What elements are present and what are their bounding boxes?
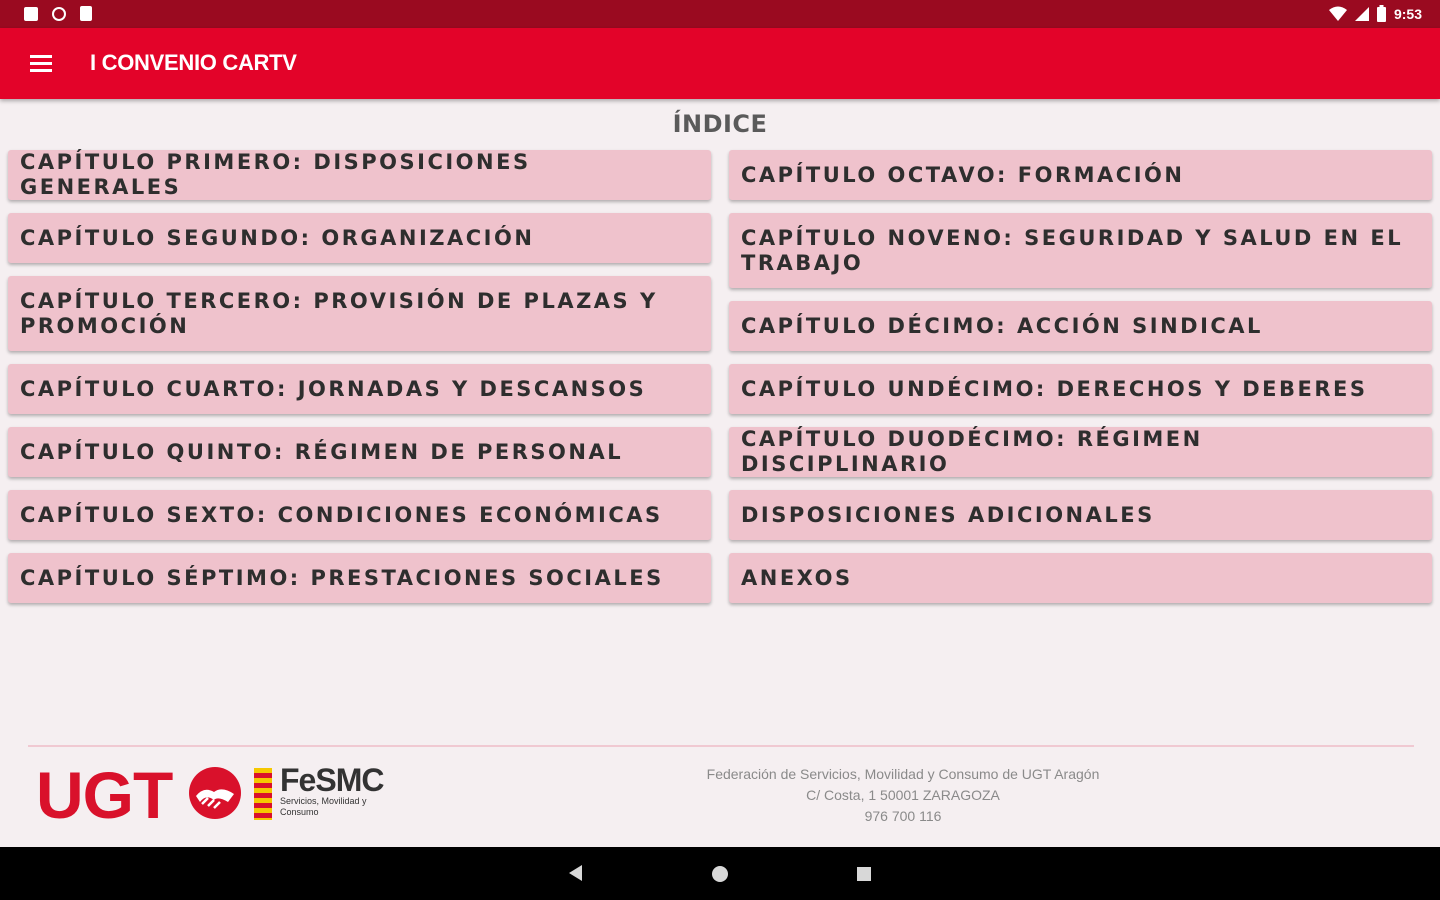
chapter-8-button[interactable]: CAPÍTULO OCTAVO: FORMACIÓN (729, 150, 1432, 200)
chapters-right-column (729, 150, 1432, 616)
chapter-3-button[interactable]: CAPÍTULO TERCERO: PROVISIÓN DE PLAZAS Y PROMOCIÓN (8, 276, 711, 351)
notification-icon (24, 7, 38, 21)
chapter-10-button[interactable]: CAPÍTULO DÉCIMO: ACCIÓN SINDICAL (729, 301, 1432, 351)
signal-icon (1355, 6, 1369, 22)
address-line-1: Federación de Servicios, Movilidad y Consumo de UGT Aragón (706, 766, 1100, 782)
sd-card-icon (80, 6, 92, 21)
status-bar (0, 0, 1440, 28)
chapter-1-button[interactable]: CAPÍTULO PRIMERO: DISPOSICIONES GENERALES (8, 150, 711, 200)
fesmc-subtitle: Servicios, Movilidad y Consumo (280, 796, 367, 817)
wifi-icon (1329, 6, 1347, 22)
chapter-12-button[interactable]: CAPÍTULO DUODÉCIMO: RÉGIMEN DISCIPLINARIO (729, 427, 1432, 477)
address-line-3: 976 700 116 (864, 808, 942, 824)
address-line-2: C/ Costa, 1 50001 ZARAGOZA (806, 787, 1000, 803)
footer-divider (28, 745, 1414, 747)
annexes-button[interactable]: ANEXOS (729, 553, 1432, 603)
chapter-2-button[interactable]: CAPÍTULO SEGUNDO: ORGANIZACIÓN (8, 213, 711, 263)
aragon-flag-icon (254, 768, 272, 820)
chapter-9-button[interactable]: CAPÍTULO NOVENO: SEGURIDAD Y SALUD EN EL TRABAJO (729, 213, 1432, 288)
ugt-logo: UGT (36, 758, 173, 832)
chapter-7-button[interactable]: CAPÍTULO SÉPTIMO: PRESTACIONES SOCIALES (8, 553, 711, 603)
additional-provisions-button[interactable]: DISPOSICIONES ADICIONALES (729, 490, 1432, 540)
chapter-4-button[interactable]: CAPÍTULO CUARTO: JORNADAS Y DESCANSOS (8, 364, 711, 414)
app-title: I CONVENIO CARTV (90, 50, 297, 75)
chapters-left-column (8, 150, 711, 616)
back-icon[interactable] (569, 865, 582, 881)
status-time: 9:53 (1393, 5, 1422, 22)
ugt-emblem-icon (188, 766, 242, 820)
system-nav-bar (0, 847, 1440, 900)
fesmc-logo: FeSMC (280, 762, 384, 798)
chapter-11-button[interactable]: CAPÍTULO UNDÉCIMO: DERECHOS Y DEBERES (729, 364, 1432, 414)
app-bar (0, 28, 1440, 99)
status-left-icons (24, 6, 92, 21)
chapter-5-button[interactable]: CAPÍTULO QUINTO: RÉGIMEN DE PERSONAL (8, 427, 711, 477)
footer-logos (36, 758, 396, 832)
battery-icon (1377, 5, 1386, 22)
chapter-6-button[interactable]: CAPÍTULO SEXTO: CONDICIONES ECONÓMICAS (8, 490, 711, 540)
menu-icon[interactable] (28, 52, 54, 76)
sync-icon (52, 7, 66, 21)
status-right-icons (1329, 5, 1422, 22)
index-title: ÍNDICE (672, 110, 768, 138)
footer-address (600, 764, 1206, 827)
home-icon[interactable] (712, 866, 728, 882)
recents-icon[interactable] (857, 867, 871, 881)
